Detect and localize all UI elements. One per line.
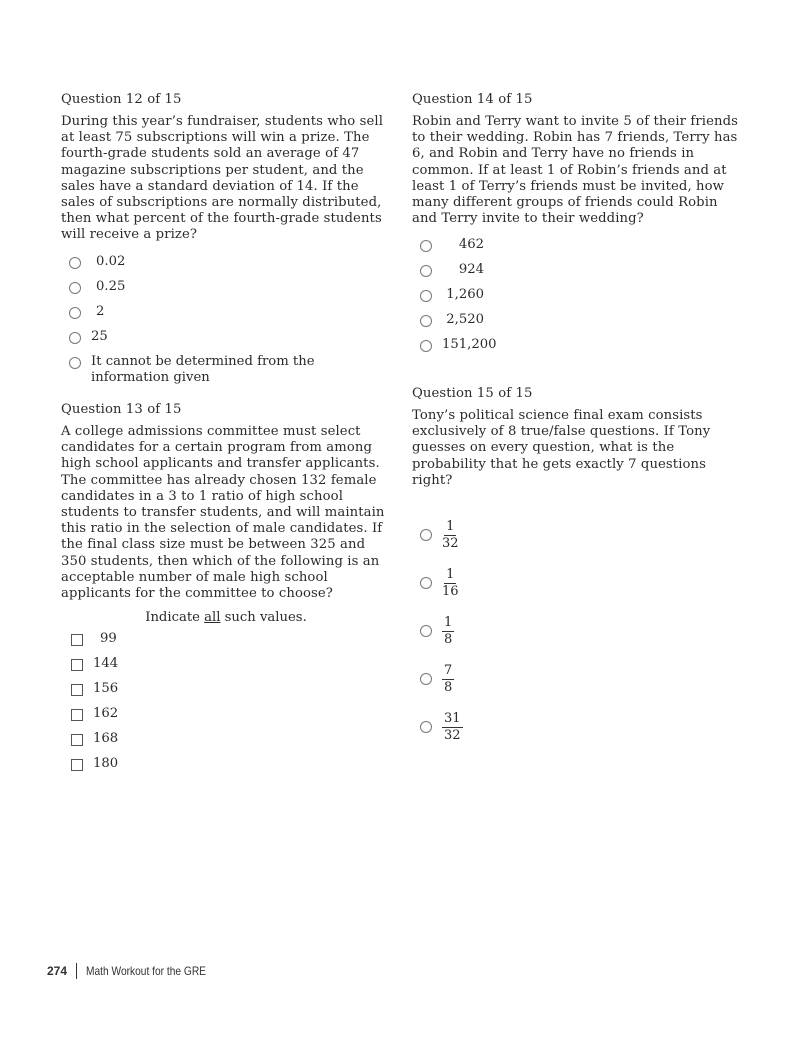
radio-button-icon[interactable] xyxy=(69,282,81,294)
fraction-numerator: 7 xyxy=(444,662,453,678)
answer-option-label: 1,260 xyxy=(446,287,484,303)
checkbox-icon[interactable] xyxy=(71,659,83,671)
question-15-text: Tony’s political science final exam consists exclusively of 8 true/false questions. If Tony guesses on every question, what is the probability that he gets exactly 7 questions right? xyxy=(412,408,711,488)
radio-button-icon[interactable] xyxy=(420,721,432,733)
question-14 xyxy=(412,92,742,362)
answer-option-label: It cannot be determined from the information given xyxy=(91,353,315,385)
checkbox-icon[interactable] xyxy=(71,684,83,696)
radio-button-icon[interactable] xyxy=(420,290,432,302)
radio-button-icon[interactable] xyxy=(69,357,81,369)
radio-button-icon[interactable] xyxy=(69,257,81,269)
answer-option[interactable] xyxy=(61,756,391,781)
answer-option[interactable] xyxy=(412,559,742,607)
answer-option-label: 924 xyxy=(458,262,484,278)
answer-option[interactable] xyxy=(412,511,742,559)
radio-button-icon[interactable] xyxy=(420,265,432,277)
radio-button-icon[interactable] xyxy=(69,307,81,319)
answer-option[interactable] xyxy=(61,681,391,706)
answer-option[interactable] xyxy=(61,706,391,731)
fraction xyxy=(442,664,454,695)
answer-option-label: 168 xyxy=(93,731,119,747)
checkbox-icon[interactable] xyxy=(71,734,83,746)
fraction xyxy=(442,712,463,743)
fraction-denominator: 8 xyxy=(444,679,453,695)
question-12-text: During this year’s fundraiser, students who sell at least 75 subscriptions will win a prize. The fourth-grade students sold an average of 47 magazine subscriptions per student, and the sales have a standard deviation of 14. If the sales of subscriptions are normally distributed, then what percent of the fourth-grade students will receive a prize? xyxy=(61,114,384,243)
fraction xyxy=(442,520,459,551)
fraction xyxy=(442,568,459,599)
answer-option-label: 0.25 xyxy=(96,278,126,294)
question-15 xyxy=(412,386,742,751)
answer-option[interactable] xyxy=(412,287,742,312)
answer-option[interactable] xyxy=(61,631,391,656)
answer-option-label: 2 xyxy=(96,303,105,319)
answer-option[interactable] xyxy=(61,731,391,756)
question-14-title: Question 14 of 15 xyxy=(412,92,533,107)
footer-divider xyxy=(76,963,77,979)
radio-button-icon[interactable] xyxy=(420,625,432,637)
answer-option[interactable] xyxy=(412,703,742,751)
answer-option-label: 162 xyxy=(93,706,119,722)
question-12 xyxy=(61,92,391,388)
answer-option[interactable] xyxy=(61,304,391,329)
answer-option[interactable] xyxy=(412,607,742,655)
question-15-title: Question 15 of 15 xyxy=(412,386,533,401)
radio-button-icon[interactable] xyxy=(420,529,432,541)
answer-option-label: 99 xyxy=(100,631,117,647)
answer-option[interactable] xyxy=(61,254,391,279)
answer-option[interactable] xyxy=(412,655,742,703)
fraction-numerator: 1 xyxy=(446,566,455,582)
checkbox-icon[interactable] xyxy=(71,634,83,646)
fraction-denominator: 32 xyxy=(442,535,459,551)
instruction-emphasis: all xyxy=(204,610,221,626)
question-14-text: Robin and Terry want to invite 5 of their friends to their wedding. Robin has 7 friends, Terry has 6, and Robin and Terry have no friends in common. If at least 1 of Robin’s friends and at least 1 of Terry’s friends must be invited, how many different groups of friends could Robin and Terry invite to their wedding? xyxy=(412,114,738,227)
answer-option[interactable] xyxy=(412,262,742,287)
book-title: Math Workout for the GRE xyxy=(86,964,207,978)
question-13-title: Question 13 of 15 xyxy=(61,402,182,417)
answer-option[interactable] xyxy=(61,279,391,304)
question-13-instruction xyxy=(61,610,351,625)
answer-option[interactable] xyxy=(61,329,391,354)
fraction-denominator: 16 xyxy=(442,583,459,599)
radio-button-icon[interactable] xyxy=(420,340,432,352)
radio-button-icon[interactable] xyxy=(420,315,432,327)
radio-button-icon[interactable] xyxy=(420,577,432,589)
checkbox-icon[interactable] xyxy=(71,709,83,721)
fraction-denominator: 32 xyxy=(444,727,461,743)
answer-option-label: 144 xyxy=(93,656,119,672)
checkbox-icon[interactable] xyxy=(71,759,83,771)
answer-option-label: 25 xyxy=(91,328,108,344)
question-15-options xyxy=(412,511,742,751)
answer-option[interactable] xyxy=(412,312,742,337)
question-13-options xyxy=(61,631,391,781)
answer-option-label: 151,200 xyxy=(442,337,497,353)
fraction-numerator: 1 xyxy=(446,518,455,534)
question-12-title: Question 12 of 15 xyxy=(61,92,182,107)
answer-option-label: 462 xyxy=(458,237,484,253)
radio-button-icon[interactable] xyxy=(69,332,81,344)
page-footer xyxy=(47,963,227,979)
question-12-options xyxy=(61,254,391,388)
answer-option[interactable] xyxy=(61,354,391,388)
fraction-numerator: 31 xyxy=(444,710,461,726)
question-13-text: A college admissions committee must select candidates for a certain program from among high school applicants and transfer applicants. The committee has already chosen 132 female candidates in a 3 to 1 ratio of high school students to transfer students, and will maintain this ratio in the selection of male candidates. If the final class size must be between 325 and 350 students, then which of the following is an acceptable number of male high school applicants for the committee to choose? xyxy=(61,424,385,602)
radio-button-icon[interactable] xyxy=(420,240,432,252)
page-number: 274 xyxy=(47,964,68,978)
answer-option-label: 0.02 xyxy=(96,253,126,269)
answer-option-label: 2,520 xyxy=(446,312,484,328)
fraction-numerator: 1 xyxy=(444,614,453,630)
answer-option-label: 180 xyxy=(93,756,119,772)
answer-option-label: 156 xyxy=(93,681,119,697)
question-13 xyxy=(61,402,391,781)
instruction-pre: Indicate xyxy=(145,610,205,626)
instruction-post: such values. xyxy=(220,610,307,626)
answer-option[interactable] xyxy=(61,656,391,681)
radio-button-icon[interactable] xyxy=(420,673,432,685)
fraction-denominator: 8 xyxy=(444,631,453,647)
question-14-options xyxy=(412,237,742,362)
answer-option[interactable] xyxy=(412,237,742,262)
fraction xyxy=(442,616,454,647)
answer-option[interactable] xyxy=(412,337,742,362)
